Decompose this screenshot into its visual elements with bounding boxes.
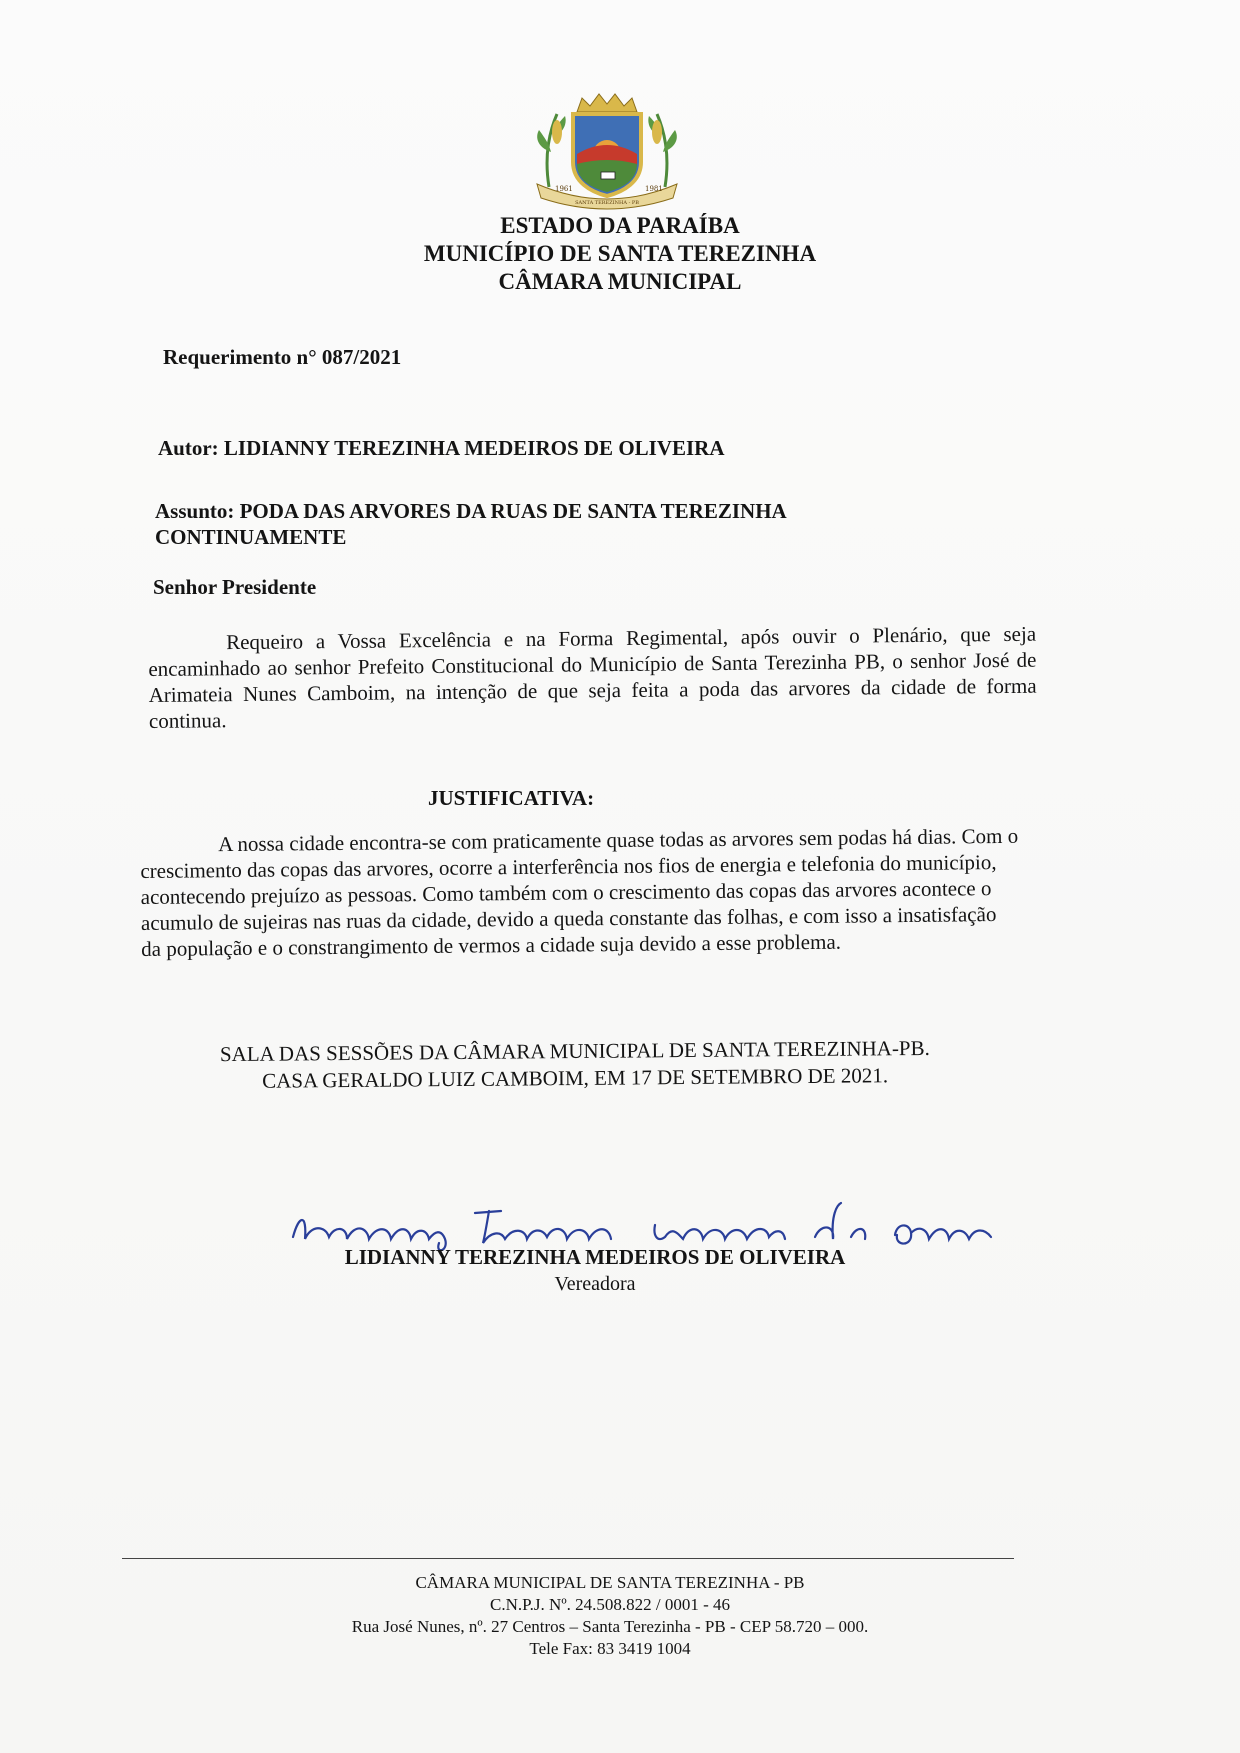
session-closing [130, 1034, 1020, 1096]
crest-year-right: 1981 [645, 185, 663, 193]
salutation: Senhor Presidente [153, 575, 317, 599]
request-paragraph: Requeiro a Vossa Excelência e na Forma Regimental, após ouvir o Plenário, que seja encaminhado ao senhor Prefeito Constitucional do Município de Santa Terezinha PB, o senhor José de Arimateia Nunes Camboim, na intenção de que seja feita a poda das arvores da cidade de forma continua. [148, 621, 1037, 733]
crest-year-left: 1961 [555, 185, 573, 193]
justification-title: JUSTIFICATIVA: [428, 786, 595, 810]
footer-chamber: CÂMARA MUNICIPAL DE SANTA TEREZINHA - PB [415, 1573, 805, 1592]
document-header [300, 212, 940, 296]
subject-line: Assunto: PODA DAS ARVORES DA RUAS DE SANTA TEREZINHA CONTINUAMENTE [155, 499, 786, 549]
request-number: Requerimento n° 087/2021 [163, 345, 402, 369]
header-state: ESTADO DA PARAÍBA [500, 213, 740, 238]
session-closing-line1: SALA DAS SESSÕES DA CÂMARA MUNICIPAL DE SANTA TEREZINHA-PB. [219, 1035, 930, 1067]
header-municipality: MUNICÍPIO DE SANTA TEREZINHA [423, 241, 817, 266]
signer-role: Vereadora [554, 1273, 636, 1295]
footer-divider [122, 1558, 1014, 1559]
footer-phone: Tele Fax: 83 3419 1004 [529, 1639, 691, 1658]
crest-banner-text: SANTA TEREZINHA - PB [575, 200, 639, 206]
author-line: Autor: LIDIANNY TEREZINHA MEDEIROS DE OLIVEIRA [158, 436, 725, 460]
justification-paragraph: A nossa cidade encontra-se com praticamente quase todas as arvores sem podas há dias. Com o crescimento das copas das arvores, ocorre a interferência nos fios de energia e telefonia do município, acontecendo prejuízo as pessoas. Como também com o crescimento das copas das arvores acontece o acumulo de sujeiras nas ruas da cidade, devido a queda constante das folhas, e com isso a insatisfação da população e o constrangimento de vermos a cidade suja devido a esse problema. [140, 823, 1019, 961]
session-closing-line2: CASA GERALDO LUIZ CAMBOIM, EM 17 DE SETEMBRO DE 2021. [262, 1063, 889, 1093]
document-footer [200, 1572, 1020, 1660]
header-chamber: CÂMARA MUNICIPAL [498, 269, 742, 294]
signer-name: LIDIANNY TEREZINHA MEDEIROS DE OLIVEIRA [344, 1245, 846, 1269]
footer-cnpj: C.N.P.J. Nº. 24.508.822 / 0001 - 46 [490, 1595, 730, 1614]
footer-address: Rua José Nunes, nº. 27 Centros – Santa Terezinha - PB - CEP 58.720 – 000. [351, 1617, 869, 1636]
municipal-crest-logo [527, 92, 687, 210]
